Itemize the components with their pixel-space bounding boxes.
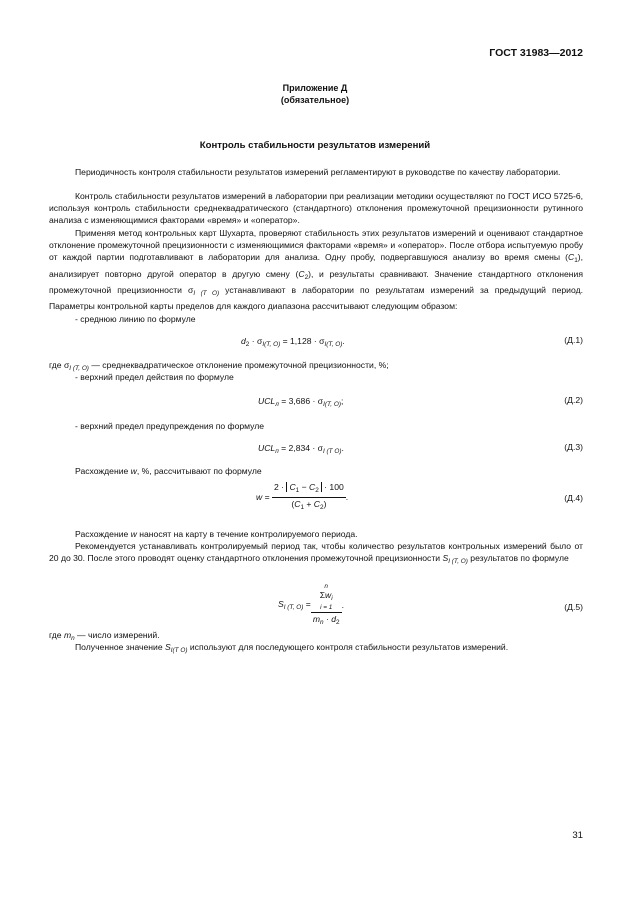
page-number: 31 — [572, 830, 583, 841]
formula-d4: w = $\frac{2 \cdot C_1 - C_2 \cdot 100}{(C_1 + C_2)}$ . — [256, 482, 349, 511]
paragraph-periodicity: Периодичность контроля стабильности результатов измерений регламентируют в руководстве по качеству лаборатории. — [75, 167, 561, 177]
appendix-subtitle: (обязательное) — [280, 95, 350, 105]
where-m: где $m_n$ — число измерений. — [49, 630, 160, 642]
formula-d1: $d_2 \cdot \sigma_{I(Т, О)} = 1,128 \cdot \sigma_{I(Т, О)}$. — [241, 336, 345, 348]
appendix-title: Приложение Д — [282, 83, 348, 93]
where-sigma: где $\sigma_{I (Т, О)}$ — среднеквадратическое отклонение промежуточной прецизионности, %; — [49, 360, 389, 372]
equation-number-d2: (Д.2) — [564, 395, 583, 405]
equation-number-d5: (Д.5) — [564, 602, 583, 612]
item-action-limit: - верхний предел действия по формуле — [75, 372, 234, 382]
equation-number-d3: (Д.3) — [564, 442, 583, 452]
item-center-line: - среднюю линию по формуле — [75, 314, 196, 324]
formula-d2: $UCL_л = 3,686 \cdot \sigma_{I(Т, О)}$; — [258, 396, 344, 408]
equation-number-d4: (Д.4) — [564, 493, 583, 503]
fraction-d5: n $\Sigma w_i$ i = 1 $m_n \cdot d_2$ — [312, 583, 340, 626]
paragraph-control: Контроль стабильности результатов измерений в лаборатории при реализации методики осуществляют по ГОСТ ИСО 5725-6, используя контроль стабильности среднеквадратического (стандартного) отклонения промежуточной прецизионности рутинного анализа с изменяющимися факторами «время» и «оператор». — [49, 191, 583, 226]
item-warning-limit: - верхний предел предупреждения по формуле — [75, 421, 265, 431]
paragraph-recommendation: Рекомендуется устанавливать контролируемый период так, чтобы количество результатов контрольных измерений было от 20 до 30. После этого проводят оценку стандартного отклонения промежуточной прецизионности $S_{I (Т, О)}$ результатов по формуле — [49, 541, 583, 566]
paragraph-shewhart: Применяя метод контрольных карт Шухарта, проверяют стабильность этих результатов измерений и оценивают стандартное отклонение промежуточной прецизионности с изменяющимися факторами «время» и «оператор». После отбора испытуемую пробу от каждой партии подготавливают в лаборатории для анализа. Одну пробу, подвергавшуюся анализу во время смены $(C_1)$, анализирует повторно другой оператор в другую смену $(C_2)$, и результаты сравнивают. Значение стандартного отклонения промежуточной прецизионности $\sigma_{I (Т О)}$ устанавливают в лаборатории по результатам измерений за предыдущий период. Параметры контрольной карты пределов для каждого диапазона рассчитывают следующим образом: — [49, 228, 583, 312]
divergence-text: Расхождение w, %, рассчитывают по формуле — [75, 466, 262, 476]
section-title: Контроль стабильности результатов измерений — [199, 140, 431, 151]
formula-d5: $S_{I (Т, О)}$ = n $\Sigma w_i$ i = 1 $m_n \cdot d_2$ . — [278, 583, 344, 626]
standard-number: ГОСТ 31983—2012 — [489, 47, 583, 59]
fraction-d4: $\frac{2 \cdot C_1 - C_2 \cdot 100}{(C_1 + C_2)}$ — [274, 482, 344, 511]
formula-d3: $UCL_п = 2,834 \cdot \sigma_{I (Т О)}$. — [258, 443, 344, 455]
equation-number-d1: (Д.1) — [564, 335, 583, 345]
plot-divergence-text: Расхождение w наносят на карту в течение контролируемого периода. — [75, 529, 358, 539]
paragraph-final: Полученное значение $S_{I(Т О)}$ используют для последующего контроля стабильности результатов измерений. — [75, 642, 509, 654]
